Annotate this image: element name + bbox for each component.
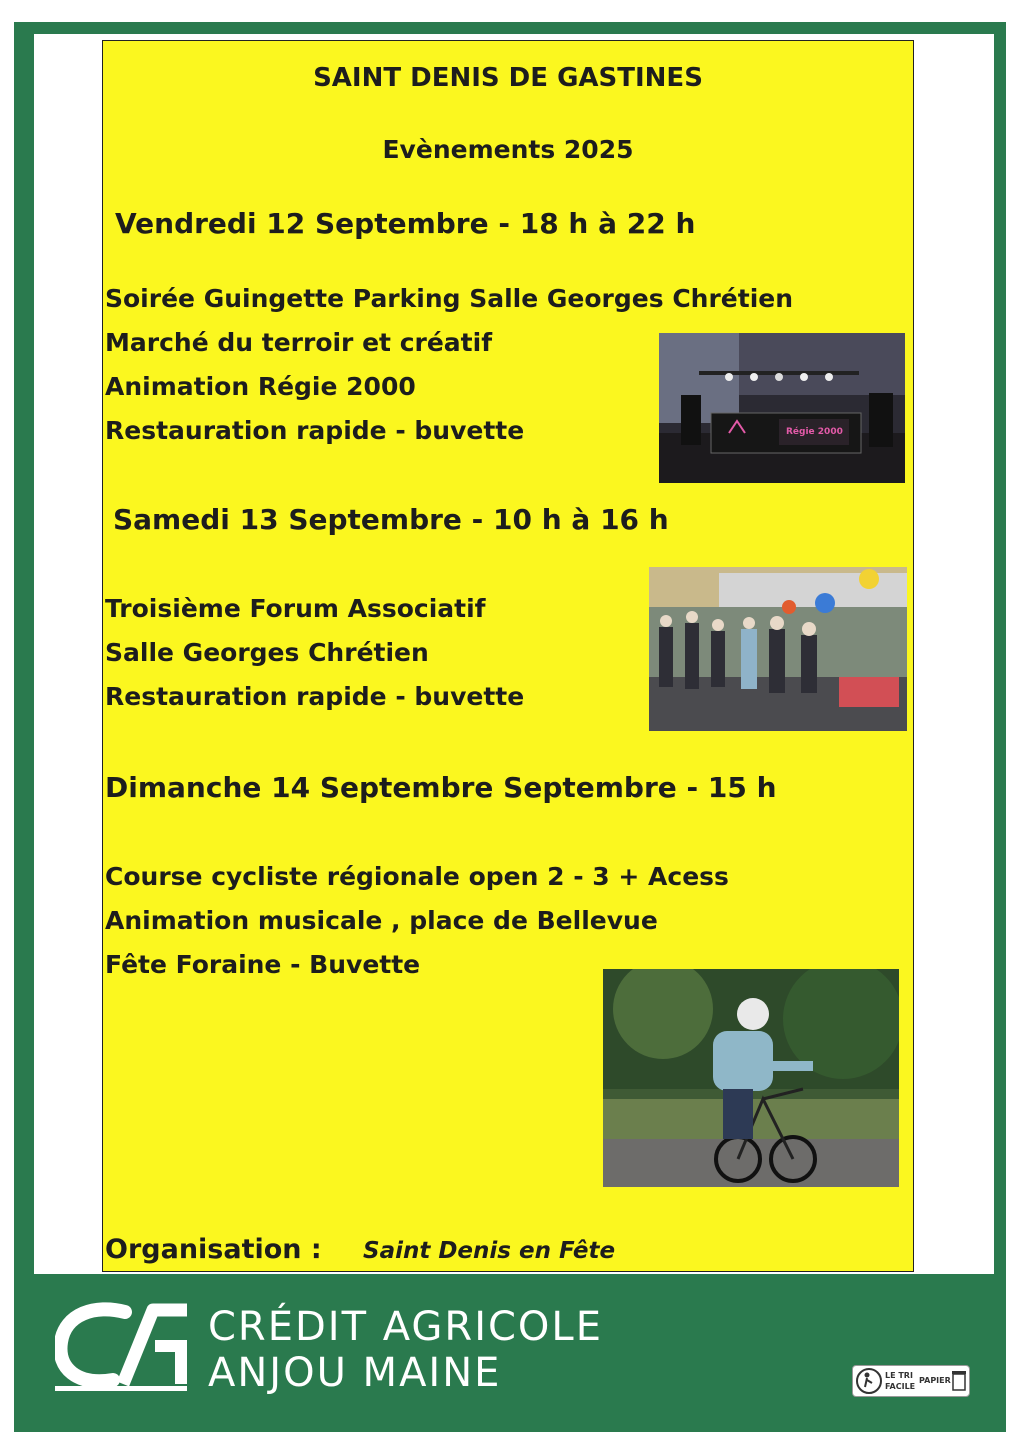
recycle-person-icon (855, 1367, 883, 1395)
event-3-photo (603, 969, 899, 1187)
event-2-line-1: Troisième Forum Associatif (105, 594, 486, 623)
brand-line-2: ANJOU MAINE (208, 1350, 502, 1396)
event-3-date: Dimanche 14 Septembre Septembre - 15 h (105, 771, 777, 804)
organisation-label: Organisation : (105, 1234, 322, 1265)
poster-title: SAINT DENIS DE GASTINES (313, 63, 703, 93)
event-1-line-1: Soirée Guingette Parking Salle Georges Chrétien (105, 284, 794, 313)
event-1-line-4: Restauration rapide - buvette (105, 416, 525, 445)
recycle-text-1: LE TRI (885, 1371, 913, 1380)
event-1-date: Vendredi 12 Septembre - 18 h à 22 h (115, 207, 696, 240)
event-3-line-2: Animation musicale , place de Bellevue (105, 906, 658, 935)
poster-subtitle: Evènements 2025 (382, 135, 634, 164)
recycle-bin-icon (951, 1370, 967, 1392)
organisation-name: Saint Denis en Fête (363, 1238, 616, 1264)
event-1-photo (659, 333, 905, 483)
event-2-line-2: Salle Georges Chrétien (105, 638, 429, 667)
event-3-line-3: Fête Foraine - Buvette (105, 950, 421, 979)
event-1-line-2: Marché du terroir et créatif (105, 328, 493, 357)
regie-sign-text: Régie 2000 (786, 427, 843, 437)
recycle-text-2: FACILE (885, 1382, 916, 1391)
event-2-date: Samedi 13 Septembre - 10 h à 16 h (113, 503, 669, 536)
event-1-line-3: Animation Régie 2000 (105, 372, 416, 401)
recycling-badge (852, 1365, 970, 1397)
recycle-word: PAPIER (919, 1376, 951, 1385)
event-2-photo (649, 567, 907, 731)
event-3-line-1: Course cycliste régionale open 2 - 3 + Acess (105, 862, 729, 891)
brand-line-1: CRÉDIT AGRICOLE (208, 1304, 603, 1350)
credit-agricole-logo-icon (55, 1300, 195, 1396)
event-poster (102, 40, 914, 1272)
event-2-line-3: Restauration rapide - buvette (105, 682, 525, 711)
